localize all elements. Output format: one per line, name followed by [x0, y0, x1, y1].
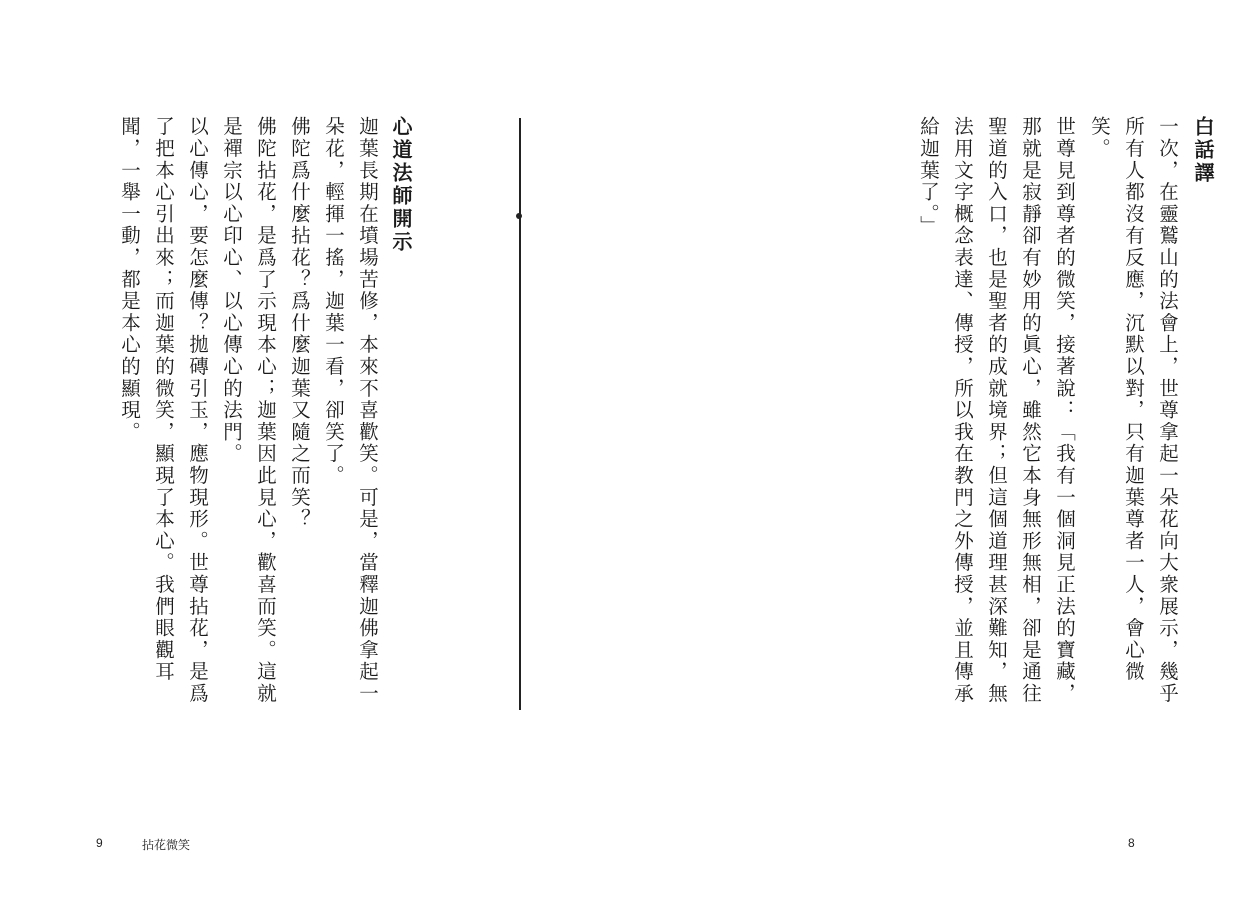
teaching-paragraph-1: 迦葉長期在墳場苦修，本來不喜歡笑。可是，當釋迦佛拿起一朵花，輕揮一搖，迦葉一看，卻笑了。	[322, 116, 379, 705]
section-heading-translation: 白話譯	[1191, 116, 1215, 185]
page-number-left: 9	[96, 836, 103, 850]
right-page	[617, 0, 1234, 903]
right-text-column	[911, 116, 1220, 716]
teaching-paragraph-3: 佛陀拈花，是爲了示現本心；迦葉因此見心，歡喜而笑。這就是禪宗以心印心、以心傳心的法門。	[220, 116, 277, 705]
section-heading-teaching: 心道法師開示	[389, 116, 413, 254]
teaching-paragraph-4: 以心傳心，要怎麼傳？拋磚引玉，應物現形。世尊拈花，是爲了把本心引出來；而迦葉的微笑，顯現了本心。我們眼觀耳聞，一舉一動，都是本心的顯現。	[118, 116, 209, 705]
page-number-right: 8	[1128, 836, 1135, 850]
teaching-paragraph-2: 佛陀爲什麼拈花？爲什麼迦葉又隨之而笑？	[288, 116, 311, 531]
section-divider-line	[519, 118, 521, 710]
divider-dot	[516, 213, 522, 219]
translation-paragraph-2: 世尊見到尊者的微笑，接著說：「我有一個洞見正法的寶藏，那就是寂靜卻有妙用的眞心，雖然它本身無形無相，卻是通往聖道的入口，也是聖者的成就境界；但這個道理甚深難知，無法用文字概念表達、傳授，所以我在教門之外傳授，並且傳承給迦葉了。」	[917, 116, 1076, 705]
running-title: 拈花微笑	[142, 838, 191, 852]
translation-paragraph-1: 一次，在靈鷲山的法會上，世尊拿起一朵花向大衆展示，幾乎所有人都沒有反應，沉默以對，只有迦葉尊者一人，會心微笑。	[1088, 116, 1179, 705]
left-text-column	[112, 116, 418, 716]
